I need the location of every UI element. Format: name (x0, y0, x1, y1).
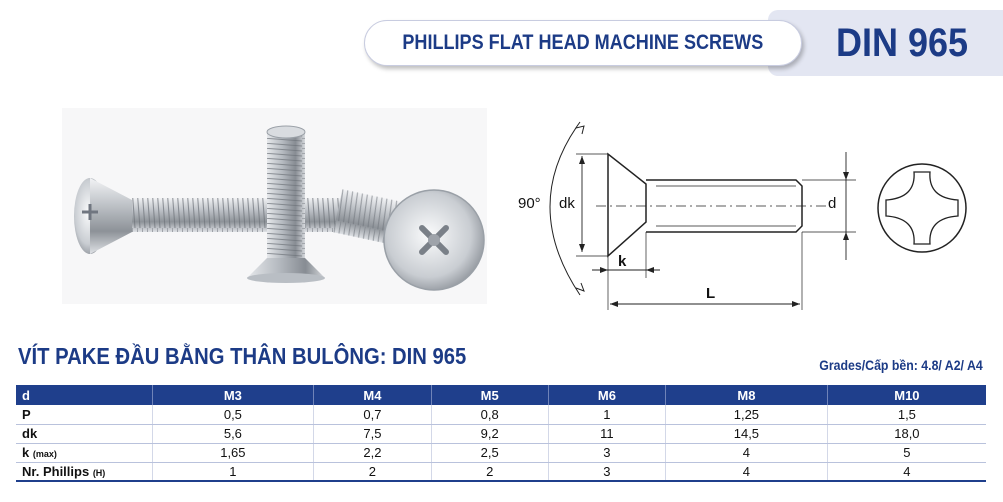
table-cell: 1,65 (152, 443, 314, 462)
table-cell: 4 (666, 462, 828, 481)
table-row (16, 443, 986, 462)
page-title: PHILLIPS FLAT HEAD MACHINE SCREWS (402, 31, 764, 54)
table-cell: 0,7 (314, 405, 431, 424)
row-label (16, 424, 152, 443)
table-cell: 1,25 (666, 405, 828, 424)
angle-label: 90° (518, 195, 541, 212)
row-label-text: k (22, 445, 30, 460)
size-header: M4 (314, 385, 431, 405)
table-cell: 11 (548, 424, 665, 443)
table-cell: 5,6 (152, 424, 314, 443)
L-label: L (706, 285, 716, 302)
row-label (16, 405, 152, 424)
size-header: M10 (827, 385, 986, 405)
table-cell: 1 (152, 462, 314, 481)
standard-code: DIN 965 (835, 21, 969, 65)
section-title: VÍT PAKE ĐẦU BẰNG THÂN BULÔNG: DIN 965 (18, 343, 467, 369)
d-label: d (828, 195, 837, 212)
table-cell: 3 (548, 462, 665, 481)
table-cell: 7,5 (314, 424, 431, 443)
row-label-suffix: (max) (32, 449, 57, 459)
table-cell: 4 (666, 443, 828, 462)
screws-photo (62, 108, 487, 304)
k-label: k (618, 253, 627, 270)
table-cell: 2,5 (431, 443, 548, 462)
size-header: M3 (152, 385, 314, 405)
table-cell: 18,0 (827, 424, 986, 443)
table-row (16, 462, 986, 481)
table-cell: 2 (431, 462, 548, 481)
row-label-suffix: (H) (92, 467, 106, 478)
row-label (16, 462, 152, 481)
size-header: M5 (431, 385, 548, 405)
table-cell: 14,5 (666, 424, 828, 443)
size-header: M8 (666, 385, 828, 405)
technical-drawing (510, 110, 980, 325)
table-cell: 2,2 (314, 443, 431, 462)
row-label-text: dk (22, 426, 38, 441)
header-label: d (16, 385, 152, 405)
table-cell: 3 (548, 443, 665, 462)
table-cell: 1,5 (827, 405, 986, 424)
grades-note: Grades/Cấp bền: 4.8/ A2/ A4 (819, 357, 983, 373)
table-cell: 4 (827, 462, 986, 481)
table-row (16, 405, 986, 424)
table-cell: 2 (314, 462, 431, 481)
row-label-text: Nr. Phillips (22, 463, 90, 479)
table-cell: 9,2 (431, 424, 548, 443)
table-cell: 0,8 (431, 405, 548, 424)
dk-label: dk (559, 195, 575, 212)
table-cell: 1 (548, 405, 665, 424)
size-header: M6 (548, 385, 665, 405)
row-label-text: P (22, 406, 31, 422)
table-cell: 0,5 (152, 405, 314, 424)
table-row (16, 424, 986, 443)
table-cell: 5 (827, 443, 986, 462)
dimension-table (16, 385, 986, 482)
row-label (16, 443, 152, 462)
table-header-row (16, 385, 986, 405)
header-title-pill (364, 20, 802, 66)
